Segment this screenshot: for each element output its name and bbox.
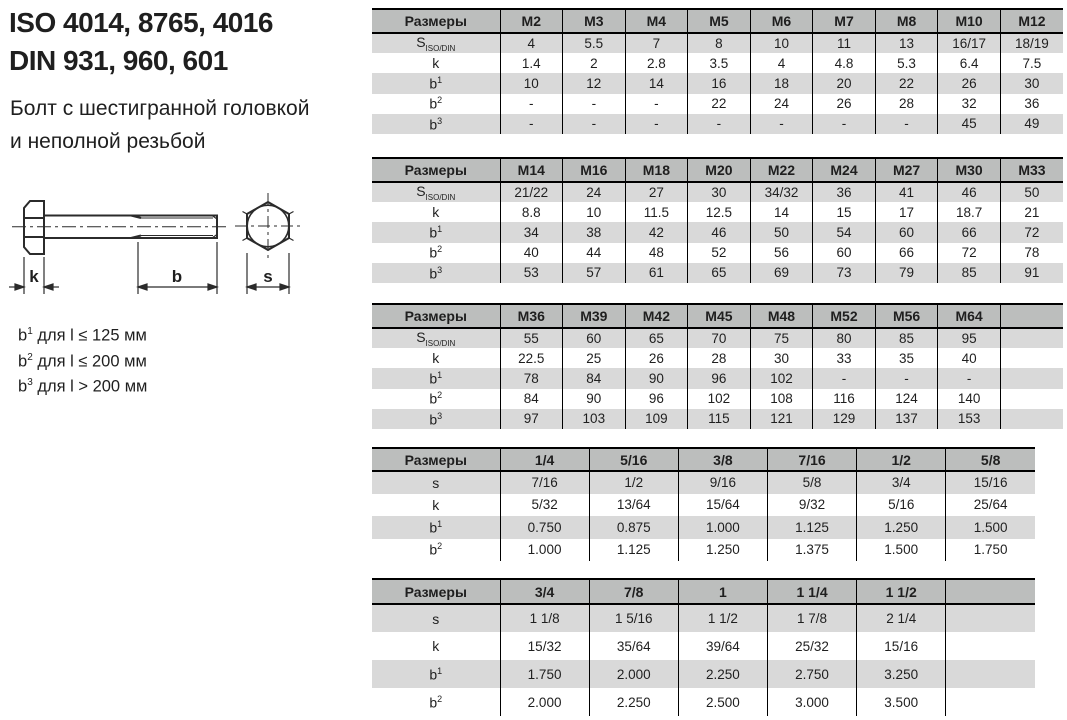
size-header: M14 (500, 158, 563, 182)
dimension-value-cell: 97 (500, 409, 563, 429)
dimension-value-cell: 15/16 (946, 471, 1035, 494)
dimension-value-cell: 5.5 (563, 33, 626, 53)
dimension-value-cell: 15/64 (678, 494, 767, 517)
dimension-value-cell: 36 (813, 182, 876, 202)
size-header: M3 (563, 9, 626, 33)
dimension-row-label: $b^3$ (429, 115, 443, 133)
dimension-value-cell: 32 (938, 94, 1001, 114)
dimension-value-cell: 8 (688, 33, 751, 53)
size-header: M52 (813, 304, 876, 328)
dimension-value-cell: 26 (938, 73, 1001, 93)
dimension-value-cell: 3.000 (767, 688, 856, 716)
dimension-value-cell: 2.8 (625, 53, 688, 73)
dimension-value-cell: - (813, 114, 876, 134)
dimension-value-cell: - (563, 114, 626, 134)
size-header: M5 (688, 9, 751, 33)
dimension-value-cell: 121 (750, 409, 813, 429)
dimension-row-label: $b^1$ (429, 370, 443, 387)
bolt-side-view (24, 201, 217, 254)
dimension-value-cell: 137 (875, 409, 938, 429)
dimension-row-label: k (432, 496, 440, 513)
empty-cell (1000, 389, 1063, 409)
dimension-value-cell: - (500, 94, 563, 114)
dimension-value-cell: 6.4 (938, 53, 1001, 73)
dimension-value-cell: 75 (750, 328, 813, 348)
dimension-value-cell: 1.750 (946, 539, 1035, 562)
dimension-row-label: k (432, 55, 440, 72)
dimension-value-cell: 30 (750, 348, 813, 368)
dimension-value-cell: - (813, 368, 876, 388)
dimension-value-cell: 8.8 (500, 202, 563, 222)
dimension-value-cell: 1.125 (767, 516, 856, 539)
dimension-value-cell: 28 (875, 94, 938, 114)
dimension-row-label: $b^2$ (429, 693, 443, 711)
dimension-value-cell: 61 (625, 263, 688, 283)
dimension-value-cell: 5/32 (500, 494, 589, 517)
dimension-value-cell: 1 1/8 (500, 604, 589, 632)
dimension-value-cell: 4 (750, 53, 813, 73)
size-header: 3/8 (678, 448, 767, 471)
size-header: M22 (750, 158, 813, 182)
dimension-value-cell: 1.000 (678, 516, 767, 539)
table-header-row (372, 579, 1035, 604)
sizes-column-header: Размеры (372, 448, 500, 471)
bolt-technical-drawing (6, 186, 340, 316)
dimension-value-cell: 95 (938, 328, 1001, 348)
dimension-value-cell: 35 (875, 348, 938, 368)
size-header: 7/16 (767, 448, 856, 471)
dimension-value-cell: 2 1/4 (857, 604, 946, 632)
dimension-row-label: $S_{ISO/DIN}$ (416, 329, 456, 348)
dimension-value-cell: 3.500 (857, 688, 946, 716)
empty-header-cell (1000, 304, 1063, 328)
dimension-value-cell: 25 (563, 348, 626, 368)
dimension-value-cell: 17 (875, 202, 938, 222)
dimension-value-cell: 2.250 (589, 688, 678, 716)
dimension-value-cell: 2 (563, 53, 626, 73)
table-header-row (372, 304, 1063, 328)
dimension-row (372, 243, 1063, 263)
metric-large-dimension-table (372, 303, 1063, 429)
dimension-value-cell: 109 (625, 409, 688, 429)
imperial-large-dimension-table (372, 578, 1035, 716)
dimension-value-cell: 16/17 (938, 33, 1001, 53)
dimension-value-cell: 1.375 (767, 539, 856, 562)
dimension-value-cell: 102 (688, 389, 751, 409)
dimension-value-cell: 54 (813, 222, 876, 242)
dimension-value-cell: - (688, 114, 751, 134)
footnote-line: $b^2$ для l ≤ 200 мм (18, 351, 147, 370)
dimension-value-cell: 66 (875, 243, 938, 263)
dimension-value-cell: 1 1/2 (678, 604, 767, 632)
dimension-row (372, 389, 1063, 409)
dimension-value-cell: 21/22 (500, 182, 563, 202)
size-header: M64 (938, 304, 1001, 328)
size-header: M8 (875, 9, 938, 33)
size-header: M10 (938, 9, 1001, 33)
dimension-value-cell: 45 (938, 114, 1001, 134)
dimension-value-cell: 72 (938, 243, 1001, 263)
dimension-value-cell: 91 (1000, 263, 1063, 283)
dimension-value-cell: 50 (750, 222, 813, 242)
dimension-row-label: $b^3$ (429, 264, 443, 282)
dimension-value-cell: 129 (813, 409, 876, 429)
size-header: 1/4 (500, 448, 589, 471)
dimension-value-cell: 2.000 (500, 688, 589, 716)
dimension-value-cell: 46 (938, 182, 1001, 202)
empty-header-cell (946, 579, 1035, 604)
dimension-value-cell: 7/16 (500, 471, 589, 494)
s-dimension-label: s (263, 267, 273, 286)
dimension-value-cell: 13/64 (589, 494, 678, 517)
dimension-value-cell: 103 (563, 409, 626, 429)
dimension-row (372, 660, 1035, 688)
size-header: M20 (688, 158, 751, 182)
empty-cell (1000, 328, 1063, 348)
dimension-value-cell: 2.000 (589, 660, 678, 688)
dimension-value-cell: 9/32 (767, 494, 856, 517)
dimension-value-cell: 27 (625, 182, 688, 202)
metric-small-dimension-table (372, 8, 1063, 134)
imperial-small-dimension-table (372, 447, 1035, 561)
dimension-row (372, 263, 1063, 283)
dimension-value-cell: 34 (500, 222, 563, 242)
dimension-value-cell: - (875, 368, 938, 388)
dimension-value-cell: 4 (500, 33, 563, 53)
size-header: M27 (875, 158, 938, 182)
dimension-value-cell: 78 (500, 368, 563, 388)
dimension-row-label: $b^1$ (429, 224, 443, 241)
dimension-value-cell: 15/16 (857, 632, 946, 660)
dimension-value-cell: 48 (625, 243, 688, 263)
dimension-value-cell: 1 7/8 (767, 604, 856, 632)
size-header: M7 (813, 9, 876, 33)
dimension-value-cell: 10 (563, 202, 626, 222)
subtitle-line-1: Болт с шестигранной головкой (10, 97, 310, 120)
dimension-value-cell: 33 (813, 348, 876, 368)
dimension-row (372, 368, 1063, 388)
size-header: M36 (500, 304, 563, 328)
dimension-value-cell: 15/32 (500, 632, 589, 660)
dimension-value-cell: 65 (625, 328, 688, 348)
size-header: 1 (678, 579, 767, 604)
dimension-value-cell: 1.125 (589, 539, 678, 562)
dimension-row-label: k (432, 350, 440, 367)
size-header: 5/16 (589, 448, 678, 471)
dimension-value-cell: 10 (500, 73, 563, 93)
dimension-value-cell: 1.4 (500, 53, 563, 73)
dimension-value-cell: 20 (813, 73, 876, 93)
size-header: M16 (563, 158, 626, 182)
size-header: 1/2 (857, 448, 946, 471)
dimension-row-label: $b^3$ (429, 410, 443, 428)
size-header: 3/4 (500, 579, 589, 604)
dimension-value-cell: 79 (875, 263, 938, 283)
dimension-row (372, 202, 1063, 222)
dimension-value-cell: - (625, 114, 688, 134)
dimension-value-cell: 124 (875, 389, 938, 409)
dimension-value-cell: 72 (1000, 222, 1063, 242)
dimension-value-cell: 25/32 (767, 632, 856, 660)
dimension-value-cell: 1.250 (678, 539, 767, 562)
dimension-row-label: s (432, 610, 440, 627)
dimension-value-cell: 53 (500, 263, 563, 283)
dimension-value-cell: 56 (750, 243, 813, 263)
dimension-value-cell: 14 (750, 202, 813, 222)
dimension-value-cell: 4.8 (813, 53, 876, 73)
dimension-value-cell: 96 (625, 389, 688, 409)
dimension-row-label: $b^2$ (429, 244, 443, 261)
dimension-row-label: k (432, 204, 440, 221)
dimension-value-cell: 1.500 (857, 539, 946, 562)
dimension-row (372, 539, 1035, 562)
dimension-value-cell: 26 (625, 348, 688, 368)
dimension-value-cell: 1.500 (946, 516, 1035, 539)
dimension-value-cell: 24 (563, 182, 626, 202)
empty-cell (946, 660, 1035, 688)
size-header: M39 (563, 304, 626, 328)
dimension-value-cell: 46 (688, 222, 751, 242)
dimension-value-cell: 30 (688, 182, 751, 202)
dimension-value-cell: 2.500 (678, 688, 767, 716)
size-header: M18 (625, 158, 688, 182)
sizes-column-header: Размеры (372, 158, 500, 182)
dimension-value-cell: 12 (563, 73, 626, 93)
dimension-value-cell: 102 (750, 368, 813, 388)
size-header: 7/8 (589, 579, 678, 604)
empty-cell (1000, 348, 1063, 368)
k-dimension-label: k (29, 267, 39, 286)
size-header: M24 (813, 158, 876, 182)
empty-cell (1000, 409, 1063, 429)
dimension-value-cell: 30 (1000, 73, 1063, 93)
dimension-value-cell: 69 (750, 263, 813, 283)
dimension-row-label: $b^1$ (429, 665, 443, 683)
dimension-value-cell: 52 (688, 243, 751, 263)
dimension-value-cell: 11 (813, 33, 876, 53)
dimension-value-cell: 85 (875, 328, 938, 348)
dimension-row (372, 516, 1035, 539)
dimension-value-cell: 38 (563, 222, 626, 242)
dimension-row (372, 348, 1063, 368)
dimension-value-cell: 66 (938, 222, 1001, 242)
dimension-value-cell: 1.250 (857, 516, 946, 539)
dimension-value-cell: 12.5 (688, 202, 751, 222)
dimension-value-cell: 14 (625, 73, 688, 93)
sizes-column-header: Размеры (372, 304, 500, 328)
dimension-value-cell: 7.5 (1000, 53, 1063, 73)
dimension-value-cell: 0.750 (500, 516, 589, 539)
dimension-value-cell: 35/64 (589, 632, 678, 660)
dimension-value-cell: - (938, 368, 1001, 388)
dimension-value-cell: 34/32 (750, 182, 813, 202)
dimension-row-label: $S_{ISO/DIN}$ (416, 34, 456, 53)
dimension-row (372, 409, 1063, 429)
b-dimension-label: b (171, 267, 183, 286)
dimension-value-cell: 39/64 (678, 632, 767, 660)
dimension-value-cell: 36 (1000, 94, 1063, 114)
dimension-value-cell: 7 (625, 33, 688, 53)
dimension-lines (9, 242, 289, 294)
dimension-value-cell: 96 (688, 368, 751, 388)
dimension-value-cell: 1 5/16 (589, 604, 678, 632)
dimension-value-cell: 65 (688, 263, 751, 283)
size-header: M56 (875, 304, 938, 328)
dimension-value-cell: 80 (813, 328, 876, 348)
size-header: M4 (625, 9, 688, 33)
dimension-value-cell: - (875, 114, 938, 134)
size-header: M42 (625, 304, 688, 328)
size-header: 1 1/2 (857, 579, 946, 604)
size-header: M6 (750, 9, 813, 33)
size-header: M2 (500, 9, 563, 33)
size-header: M45 (688, 304, 751, 328)
empty-cell (1000, 368, 1063, 388)
dimension-row-label: $b^2$ (429, 95, 443, 112)
dimension-value-cell: 28 (688, 348, 751, 368)
dimension-value-cell: 3/4 (857, 471, 946, 494)
dimension-row-label: $b^1$ (429, 518, 443, 536)
dimension-value-cell: 57 (563, 263, 626, 283)
dimension-value-cell: 1.750 (500, 660, 589, 688)
dimension-value-cell: 90 (563, 389, 626, 409)
dimension-value-cell: 3.5 (688, 53, 751, 73)
size-header: M48 (750, 304, 813, 328)
dimension-row-label: s (432, 474, 440, 491)
dimension-value-cell: 15 (813, 202, 876, 222)
page-title (9, 4, 273, 80)
dimension-value-cell: 9/16 (678, 471, 767, 494)
dimension-value-cell: 60 (875, 222, 938, 242)
dimension-value-cell: 84 (500, 389, 563, 409)
dimension-value-cell: 1.000 (500, 539, 589, 562)
dimension-value-cell: 55 (500, 328, 563, 348)
dimension-value-cell: 40 (938, 348, 1001, 368)
dimension-value-cell: 0.875 (589, 516, 678, 539)
dimension-value-cell: 108 (750, 389, 813, 409)
dimension-row (372, 494, 1035, 517)
dimension-value-cell: 3.250 (857, 660, 946, 688)
dimension-value-cell: 25/64 (946, 494, 1035, 517)
dimension-value-cell: - (625, 94, 688, 114)
footnotes (18, 321, 147, 398)
empty-cell (946, 632, 1035, 660)
dimension-value-cell: 22 (875, 73, 938, 93)
empty-cell (946, 604, 1035, 632)
dimension-value-cell: 116 (813, 389, 876, 409)
dimension-row (372, 328, 1063, 348)
size-header: M33 (1000, 158, 1063, 182)
title-iso: ISO 4014, 8765, 4016 (9, 7, 273, 38)
dimension-row (372, 94, 1063, 114)
dimension-value-cell: 40 (500, 243, 563, 263)
dimension-value-cell: 90 (625, 368, 688, 388)
dimension-row (372, 604, 1035, 632)
dimension-value-cell: 5/16 (857, 494, 946, 517)
dimension-value-cell: 22.5 (500, 348, 563, 368)
dimension-value-cell: 16 (688, 73, 751, 93)
dimension-value-cell: - (563, 94, 626, 114)
dimension-row (372, 471, 1035, 494)
dimension-row (372, 73, 1063, 93)
dimension-value-cell: 1/2 (589, 471, 678, 494)
dimension-value-cell: 2.250 (678, 660, 767, 688)
dimension-value-cell: 18.7 (938, 202, 1001, 222)
dimension-value-cell: 70 (688, 328, 751, 348)
footnote-line: $b^3$ для l > 200 мм (18, 377, 148, 396)
footnote-line: $b^1$ для l ≤ 125 мм (18, 326, 147, 345)
dimension-value-cell: 140 (938, 389, 1001, 409)
table-header-row (372, 9, 1063, 33)
dimension-row-label: k (432, 638, 440, 654)
dimension-value-cell: 73 (813, 263, 876, 283)
dimension-value-cell: 85 (938, 263, 1001, 283)
dimension-value-cell: 10 (750, 33, 813, 53)
dimension-value-cell: 18 (750, 73, 813, 93)
dimension-value-cell: 5.3 (875, 53, 938, 73)
table-header-row (372, 158, 1063, 182)
sizes-column-header: Размеры (372, 9, 500, 33)
empty-cell (946, 688, 1035, 716)
dimension-row (372, 33, 1063, 53)
dimension-row (372, 114, 1063, 134)
dimension-value-cell: 26 (813, 94, 876, 114)
dimension-value-cell: 153 (938, 409, 1001, 429)
dimension-row-label: $b^2$ (429, 541, 443, 559)
dimension-value-cell: 44 (563, 243, 626, 263)
dimension-value-cell: 115 (688, 409, 751, 429)
dimension-value-cell: 22 (688, 94, 751, 114)
dimension-value-cell: 60 (563, 328, 626, 348)
dimension-row (372, 222, 1063, 242)
dimension-value-cell: 11.5 (625, 202, 688, 222)
dimension-value-cell: - (750, 114, 813, 134)
size-header: 1 1/4 (767, 579, 856, 604)
dimension-value-cell: 42 (625, 222, 688, 242)
dimension-row (372, 632, 1035, 660)
dimension-row-label: $b^1$ (429, 75, 443, 92)
dimension-row (372, 182, 1063, 202)
dimension-value-cell: 41 (875, 182, 938, 202)
dimension-value-cell: 49 (1000, 114, 1063, 134)
metric-medium-dimension-table (372, 157, 1063, 283)
dimension-value-cell: 24 (750, 94, 813, 114)
dimension-value-cell: 18/19 (1000, 33, 1063, 53)
dimension-value-cell: 60 (813, 243, 876, 263)
sizes-column-header: Размеры (372, 579, 500, 604)
dimension-row (372, 53, 1063, 73)
title-din: DIN 931, 960, 601 (9, 45, 228, 76)
dimension-value-cell: 13 (875, 33, 938, 53)
dimension-value-cell: 21 (1000, 202, 1063, 222)
dimension-value-cell: 5/8 (767, 471, 856, 494)
dimension-value-cell: 84 (563, 368, 626, 388)
dimension-value-cell: - (500, 114, 563, 134)
dimension-value-cell: 78 (1000, 243, 1063, 263)
table-header-row (372, 448, 1035, 471)
dimension-row-label: $b^2$ (429, 390, 443, 407)
dimension-value-cell: 2.750 (767, 660, 856, 688)
dimension-row (372, 688, 1035, 716)
size-header: M30 (938, 158, 1001, 182)
dimension-value-cell: 50 (1000, 182, 1063, 202)
page-subtitle (10, 92, 309, 158)
size-header: 5/8 (946, 448, 1035, 471)
dimension-row-label: $S_{ISO/DIN}$ (416, 183, 456, 202)
size-header: M12 (1000, 9, 1063, 33)
subtitle-line-2: и неполной резьбой (10, 130, 206, 153)
